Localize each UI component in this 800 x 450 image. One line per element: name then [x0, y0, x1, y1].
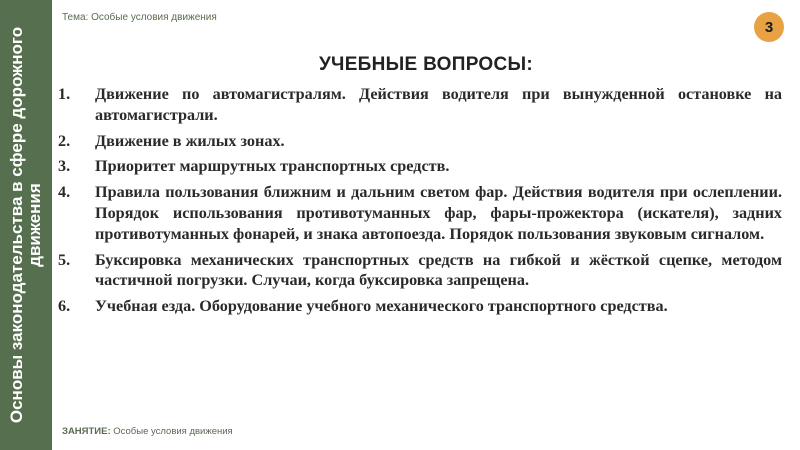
- item-text: Учебная езда. Оборудование учебного механического транспортного средства.: [95, 297, 668, 316]
- item-number: 4.: [58, 183, 71, 202]
- questions-list: [58, 84, 782, 322]
- list-item: [58, 131, 782, 152]
- list-item: [58, 84, 782, 126]
- footer-line: [62, 426, 233, 437]
- footer-value: Особые условия движения: [113, 426, 233, 437]
- item-number: 2.: [58, 131, 71, 150]
- topic-value: Особые условия движения: [91, 12, 217, 23]
- item-text: Приоритет маршрутных транспортных средств.: [95, 157, 450, 176]
- list-item: [58, 182, 782, 244]
- list-item: [58, 250, 782, 292]
- item-number: 3.: [58, 157, 71, 176]
- page-title: УЧЕБНЫЕ ВОПРОСЫ:: [318, 54, 534, 75]
- sidebar-title: Основы законодательства в сфере дорожного движения: [7, 26, 44, 424]
- topic-label: Тема:: [62, 12, 89, 23]
- list-item: [58, 156, 782, 177]
- item-number: 5.: [58, 250, 71, 269]
- topic-line: [62, 12, 217, 23]
- item-text: Буксировка механических транспортных средств на гибкой и жёсткой сцепке, методом частичной погрузки. Случаи, когда буксировка запрещена.: [95, 250, 782, 290]
- sidebar: [0, 0, 52, 450]
- item-text: Движение по автомагистралям. Действия водителя при вынужденной остановке на автомагистрали.: [95, 85, 782, 124]
- list-item: [58, 296, 782, 317]
- slide-number-badge: 3: [754, 12, 784, 42]
- item-number: 6.: [58, 297, 71, 316]
- item-number: 1.: [58, 85, 71, 103]
- footer-label: ЗАНЯТИЕ:: [62, 426, 111, 437]
- item-text: Движение в жилых зонах.: [95, 131, 285, 150]
- item-text: Правила пользования ближним и дальним светом фар. Действия водителя при ослеплении. Порядок использования противотуманных фар, фары-прожектора (искателя), задних противотуманных фонарей, и знака автопоезда. Порядок пользования звуковым сигналом.: [95, 183, 782, 243]
